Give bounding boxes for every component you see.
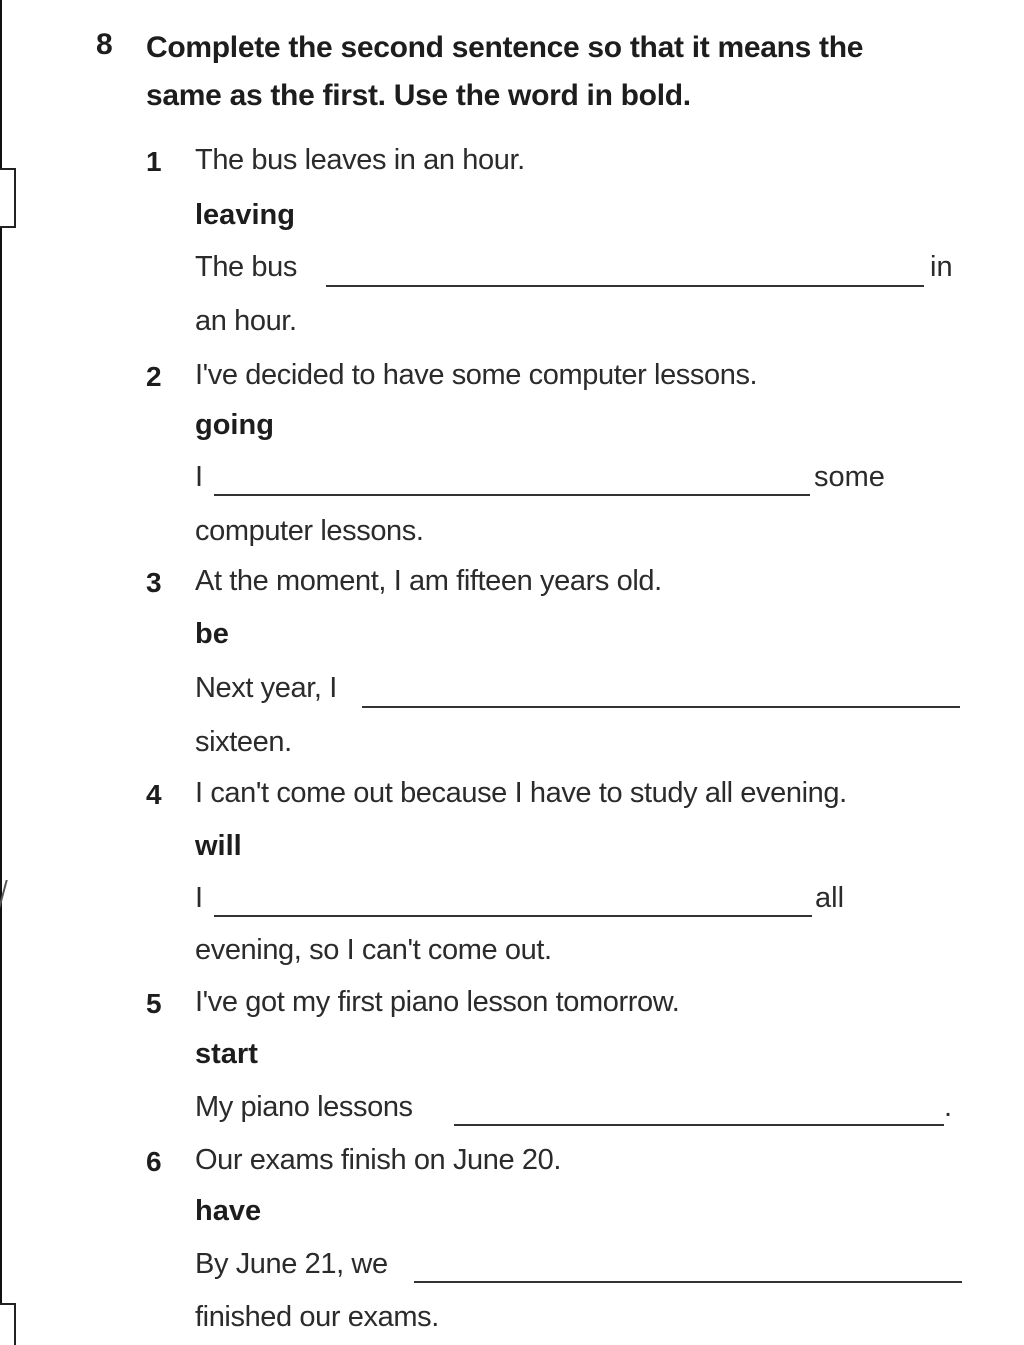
item-keyword: have [195,1195,262,1227]
item-keyword: leaving [195,199,295,231]
item-keyword: going [195,409,274,441]
answer-start: By June 21, we [195,1248,388,1280]
answer-after: in [930,251,953,283]
item-number: 4 [146,779,162,810]
answer-blank[interactable] [362,706,960,708]
exercise-number: 8 [96,28,113,61]
item-number: 5 [146,988,162,1019]
answer-start: Next year, I [195,672,337,704]
item-sentence: I can't come out because I have to study all evening. [195,777,847,809]
item-number: 3 [146,567,162,598]
answer-after: some [814,461,885,493]
item-number: 2 [146,361,162,392]
item-sentence: The bus leaves in an hour. [195,144,525,176]
answer-end: an hour. [195,305,297,337]
item-sentence: I've got my first piano lesson tomorrow. [195,986,680,1018]
answer-end: finished our exams. [195,1301,439,1333]
answer-after: . [944,1091,953,1123]
exercise-instruction: Complete the second sentence so that it means the same as the first. Use the word in bold. [146,31,864,112]
answer-end: sixteen. [195,726,292,758]
answer-end: computer lessons. [195,515,424,547]
item-keyword: start [195,1038,258,1070]
item-sentence: Our exams finish on June 20. [195,1144,561,1176]
answer-start: The bus [195,251,297,283]
answer-end: evening, so I can't come out. [195,934,552,966]
item-keyword: be [195,618,229,650]
answer-start: I [195,461,203,493]
answer-blank[interactable] [214,494,810,496]
item-sentence: At the moment, I am fifteen years old. [195,565,662,597]
answer-blank[interactable] [326,285,924,287]
item-keyword: will [195,830,242,862]
answer-blank[interactable] [454,1124,944,1126]
item-number: 1 [146,146,162,177]
item-sentence: I've decided to have some computer lessons. [195,359,758,391]
answer-blank[interactable] [414,1281,962,1283]
answer-start: My piano lessons [195,1091,413,1123]
margin-bracket [0,1303,16,1345]
answer-blank[interactable] [214,915,812,917]
margin-tick [0,880,14,908]
margin-bracket [0,168,16,228]
answer-start: I [195,882,203,914]
item-number: 6 [146,1146,162,1177]
answer-after: all [815,882,845,914]
